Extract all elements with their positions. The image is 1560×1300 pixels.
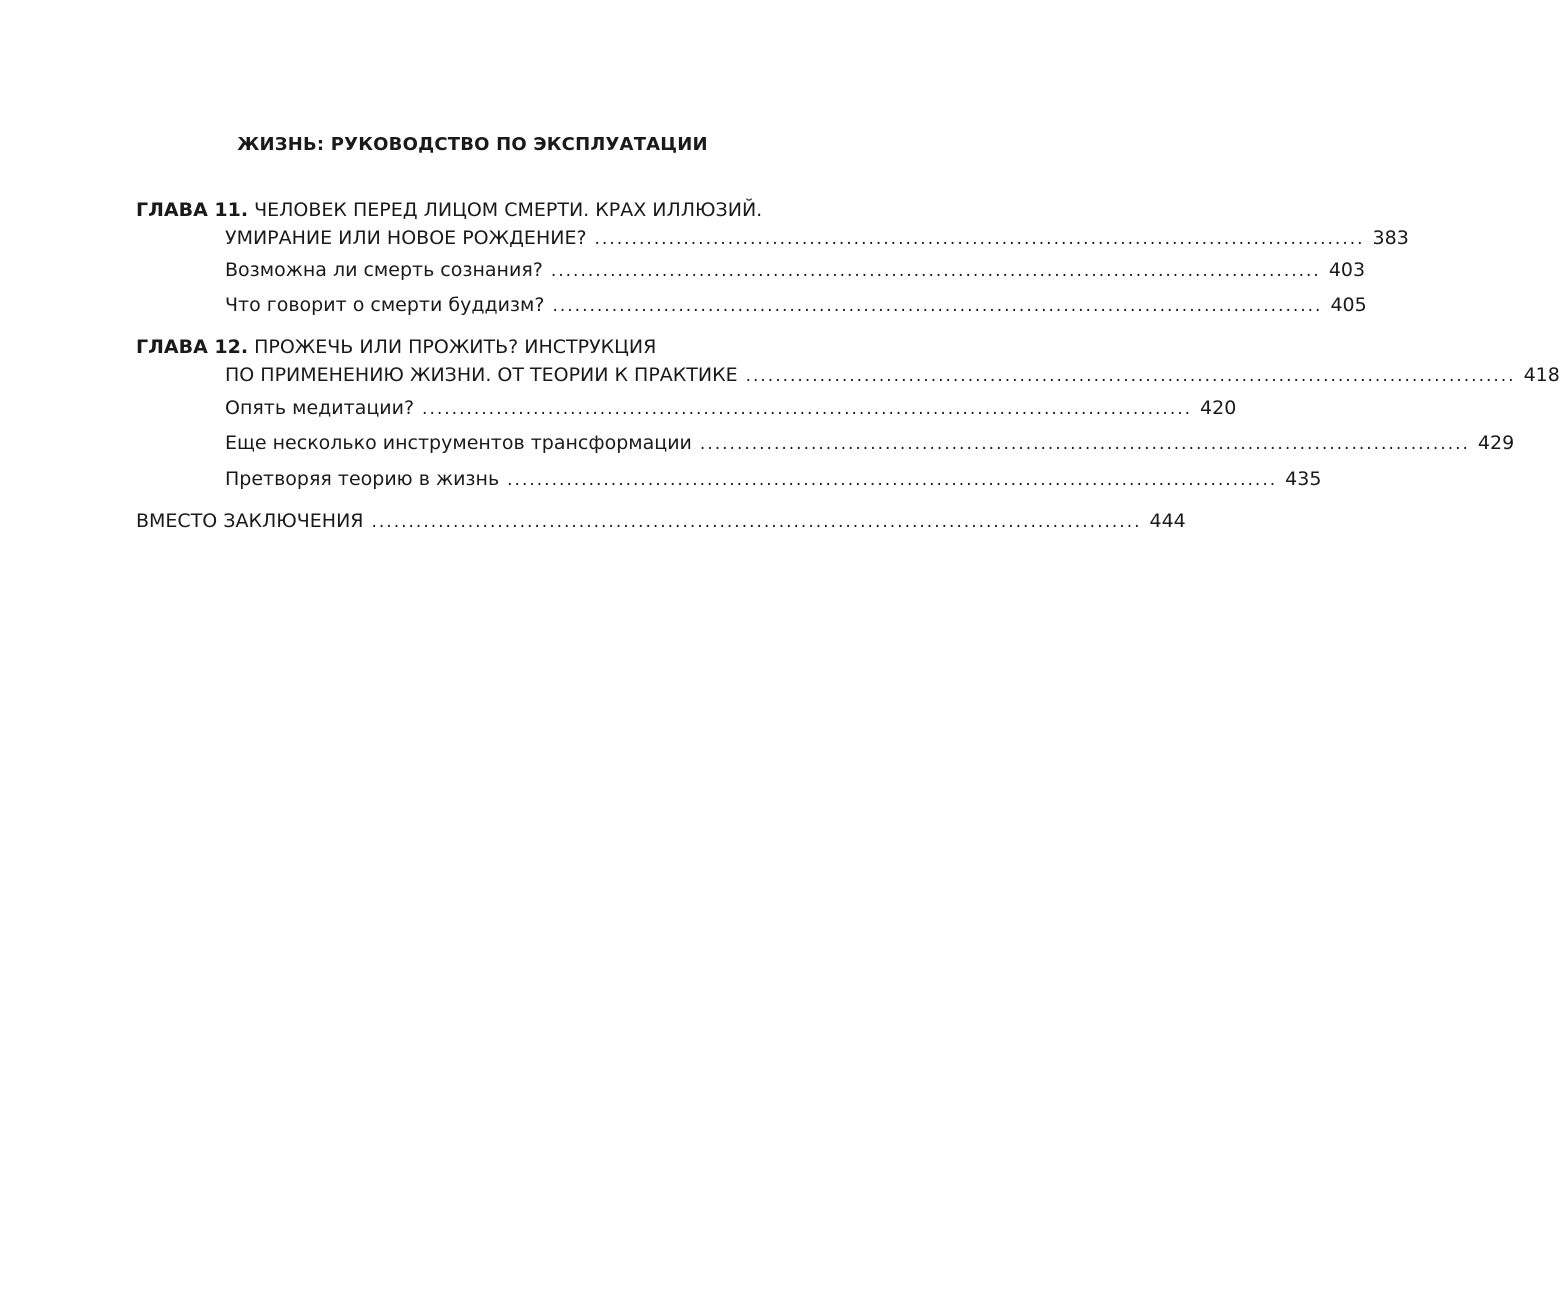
section-title: Что говорит о смерти буддизм?: [225, 294, 545, 316]
chapter-12-title-line2: ПО ПРИМЕНЕНИЮ ЖИЗНИ. ОТ ТЕОРИИ К ПРАКТИКЕ: [225, 364, 738, 386]
dot-leader: ........................................................................................................: [699, 434, 1470, 454]
section-page: 429: [1477, 432, 1515, 454]
chapter-12-heading[interactable]: [136, 333, 809, 361]
conclusion-page: 444: [1149, 510, 1186, 532]
toc-entry-theory-into-life[interactable]: [225, 465, 1322, 493]
toc-entry-buddhism-death[interactable]: [225, 291, 1367, 319]
chapter-11-prefix: ГЛАВА 11.: [136, 199, 249, 221]
conclusion-title: ВМЕСТО ЗАКЛЮЧЕНИЯ: [136, 510, 364, 532]
section-page: 403: [1328, 259, 1366, 281]
chapter-12-title-line1: ПРОЖЕЧЬ ИЛИ ПРОЖИТЬ? ИНСТРУКЦИЯ: [254, 336, 657, 358]
toc-entry-consciousness-death[interactable]: [225, 256, 1366, 284]
toc-entry-meditations[interactable]: [225, 394, 1237, 422]
chapter-12-page: 418: [1523, 364, 1560, 386]
toc-entry-transformation-tools[interactable]: [225, 429, 1515, 457]
toc-entry-conclusion[interactable]: [136, 507, 1186, 535]
chapter-12-prefix: ГЛАВА 12.: [136, 336, 249, 358]
section-title: Возможна ли смерть сознания?: [225, 259, 543, 281]
dot-leader: ........................................................................................................: [550, 261, 1321, 281]
dot-leader: ........................................................................................................: [552, 296, 1323, 316]
chapter-11-entry[interactable]: [225, 224, 1409, 252]
section-page: 435: [1285, 468, 1322, 490]
section-page: 405: [1330, 294, 1367, 316]
chapter-11-title-line2: УМИРАНИЕ ИЛИ НОВОЕ РОЖДЕНИЕ?: [225, 227, 587, 249]
dot-leader: ........................................................................................................: [594, 229, 1365, 249]
dot-leader: ........................................................................................................: [371, 512, 1142, 532]
running-title: ЖИЗНЬ: РУКОВОДСТВО ПО ЭКСПЛУАТАЦИИ: [237, 134, 708, 155]
section-title: Опять медитации?: [225, 397, 415, 419]
chapter-11-page: 383: [1372, 227, 1409, 249]
dot-leader: ........................................................................................................: [745, 366, 1516, 386]
dot-leader: ........................................................................................................: [507, 470, 1278, 490]
section-title: Претворяя теорию в жизнь: [225, 468, 500, 490]
chapter-11-heading[interactable]: [136, 196, 809, 224]
chapter-12-entry[interactable]: [225, 361, 1560, 389]
section-title: Еще несколько инструментов трансформации: [225, 432, 692, 454]
section-page: 420: [1200, 397, 1237, 419]
chapter-11-title-line1: ЧЕЛОВЕК ПЕРЕД ЛИЦОМ СМЕРТИ. КРАХ ИЛЛЮЗИЙ.: [254, 199, 763, 221]
dot-leader: ........................................................................................................: [422, 399, 1193, 419]
